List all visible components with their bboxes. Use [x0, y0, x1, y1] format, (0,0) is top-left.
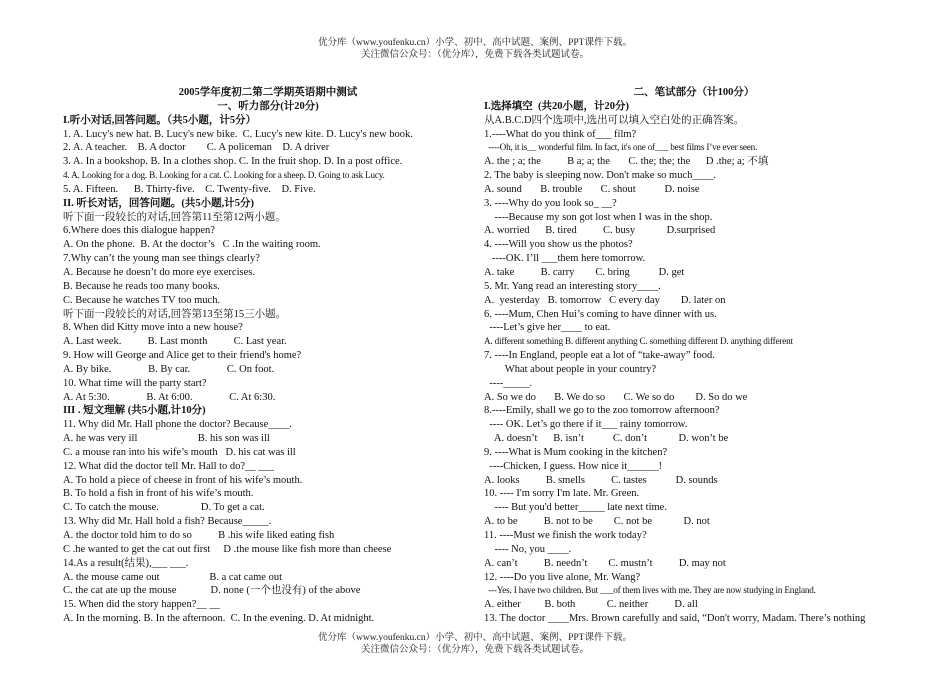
right-text-line: 11. ----Must we finish the work today? — [484, 530, 647, 541]
right-text-line: I.选择填空 (共20小题，计20分) — [484, 100, 629, 112]
right-text-line: A. take B. carry C. bring D. get — [484, 266, 685, 278]
left-text-line: 听下面一段较长的对话,回答第11至第12两小题。 — [63, 211, 286, 223]
left-text-line: 3. A. In a bookshop. B. In a clothes shop. C. In the fruit shop. D. In a post office. — [63, 156, 403, 168]
right-text-line: 10. ---- I'm sorry I'm late. Mr. Green. — [484, 488, 640, 500]
left-text-line: 一、听力部分(计20分) — [217, 100, 319, 112]
left-text-line: 8. When did Kitty move into a new house? — [63, 322, 243, 334]
right-text-line: ---- No, you ____. — [484, 543, 572, 555]
left-text-line: A. the doctor told him to do so B .his wife liked eating fish — [63, 530, 335, 541]
right-text-line: A. worried B. tired C. busy D.surprised — [484, 225, 716, 237]
left-text-line: A. In the morning. B. In the afternoon. C. In the evening. D. At midnight. — [63, 613, 375, 625]
left-text-line: A. To hold a piece of cheese in front of his wife’s mouth. — [63, 474, 303, 486]
left-text-line: A. the mouse came out B. a cat came out — [63, 571, 282, 583]
left-text-line: 10. What time will the party start? — [63, 377, 207, 389]
right-text-line: 4. ----Will you show us the photos? — [484, 239, 633, 251]
left-text-line: 15. When did the story happen?__ __ — [63, 599, 220, 611]
right-text-line: ----OK. I’ll ___them here tomorrow. — [484, 253, 646, 265]
left-text-line: C .he wanted to get the cat out first D .the mouse like fish more than cheese — [63, 543, 392, 555]
page-header — [0, 37, 950, 61]
right-text-line: 8.----Emily, shall we go to the zoo tomorrow afternoon? — [484, 405, 720, 417]
left-text-line: A. Because he doesn’t do more eye exercises. — [63, 266, 255, 278]
right-text-line: 3. ----Why do you look so_ __? — [484, 197, 617, 209]
left-text-line: 听下面一段较长的对话,回答第13至第15三小题。 — [63, 308, 287, 320]
left-text-line: A. Last week. B. Last month C. Last year. — [63, 336, 287, 348]
right-text-line: A. to be B. not to be C. not be D. not — [484, 516, 710, 528]
left-text-line: I.听小对话,回答问题。（共5小题，计5分） — [63, 114, 257, 126]
left-text-line: C. the cat ate up the mouse D. none (一个也没有) of the above — [63, 585, 361, 597]
right-text-line: ----Oh, it is__ wonderful film. In fact, it's one of___ best films I’ve ever seen. — [484, 142, 758, 153]
left-text-line: 2005学年度初二第二学期英语期中测试 — [178, 87, 358, 98]
right-text-line: 7. ----In England, people eat a lot of “take-away” food. — [484, 350, 715, 362]
left-text-line: A. At 5:30. B. At 6:00. C. At 6:30. — [63, 391, 276, 403]
right-text-line: A. So we do B. We do so C. We so do D. So do we — [484, 391, 748, 403]
left-text-line: B. Because he reads too many books. — [63, 280, 220, 292]
left-text-line: 9. How will George and Alice get to their friend's home? — [63, 350, 302, 362]
left-text-line: 1. A. Lucy's new hat. B. Lucy's new bike. C. Lucy's new kite. D. Lucy's new book. — [63, 128, 413, 140]
right-text-line: ----Let’s give her____ to eat. — [484, 322, 611, 334]
left-text-line: 5. A. Fifteen. B. Thirty-five. C. Twenty-five. D. Five. — [63, 183, 316, 195]
left-text-line: II. 听长对话，回答问题。(共5小题,计5分) — [63, 197, 255, 209]
right-text-line: A. looks B. smells C. tastes D. sounds — [484, 474, 718, 486]
right-text-line: 6. ----Mum, Chen Hui’s coming to have dinner with us. — [484, 308, 717, 320]
right-column — [484, 86, 904, 626]
right-text-line: 12. ----Do you live alone, Mr. Wang? — [484, 571, 641, 583]
left-text-line: C. Because he watches TV too much. — [63, 294, 221, 306]
right-text-line: A. either B. both C. neither D. all — [484, 599, 698, 611]
footer-line: 关注微信公众号：（优分库），免费下载各类试题试卷。 — [360, 645, 589, 655]
left-text-line: III . 短文理解 (共5小题,计10分) — [63, 405, 206, 417]
left-text-line: 12. What did the doctor tell Mr. Hall to do?__ ___ — [63, 460, 274, 472]
right-text-line: What about people in your country? — [484, 363, 657, 375]
footer-line: 优分库（www.youfenku.cn）小学、初中、高中试题、案例、PPT课件下载。 — [318, 633, 632, 643]
page-footer — [0, 632, 950, 656]
left-text-line: 11. Why did Mr. Hall phone the doctor? Because____. — [63, 419, 292, 431]
left-text-line: 4. A. Looking for a dog. B. Looking for a cat. C. Looking for a sheep. D. Going to ask Lucy. — [63, 170, 385, 181]
header-line: 优分库（www.youfenku.cn）小学、初中、高中试题、案例、PPT课件下载。 — [318, 38, 632, 48]
right-text-line: ---- OK. Let’s go there if it___ rainy tomorrow. — [484, 419, 688, 431]
left-text-line: A. he was very ill B. his son was ill — [63, 433, 270, 445]
right-text-line: 13. The doctor ____Mrs. Brown carefully and said, “Don't worry, Madam. There’s nothing — [484, 613, 866, 625]
right-text-line: 9. ----What is Mum cooking in the kitchen? — [484, 446, 668, 458]
left-text-line: A. On the phone. B. At the doctor’s C .In the waiting room. — [63, 239, 321, 251]
left-text-line: 13. Why did Mr. Hall hold a fish? Because_____. — [63, 516, 272, 528]
right-text-line: A. the ; a; the B a; a; the C. the; the; the D .the; a; 不填 — [484, 156, 769, 168]
right-text-line: ---Yes. I have two children. But ___of them lives with me. They are now studying in England. — [484, 585, 816, 596]
left-text-line: B. To hold a fish in front of his wife’s mouth. — [63, 488, 254, 500]
right-text-line: A. different something B. different anything C. something different D. anything different — [484, 336, 793, 347]
right-text-line: 二、笔试部分（计100分） — [633, 87, 755, 98]
left-text-line: 6.Where does this dialogue happen? — [63, 225, 215, 237]
right-text-line: ----Because my son got lost when I was in the shop. — [484, 211, 713, 223]
right-text-line: A. can’t B. needn’t C. mustn’t D. may not — [484, 557, 726, 569]
left-text-line: C. To catch the mouse. D. To get a cat. — [63, 502, 265, 514]
header-line: 关注微信公众号：（优分库），免费下载各类试题试卷。 — [360, 50, 589, 60]
left-text-line: 14.As a result(结果),___ ___. — [63, 557, 189, 569]
right-text-line: A. sound B. trouble C. shout D. noise — [484, 183, 700, 195]
right-text-line: ---- But you'd better_____ late next time. — [484, 502, 667, 514]
right-text-line: 从A.B.C.D四个选项中,选出可以填入空白处的正确答案。 — [484, 114, 745, 126]
right-text-line: ----Chicken, I guess. How nice it______! — [484, 460, 663, 472]
right-text-line: A. doesn’t B. isn’t C. don’t D. won’t be — [484, 433, 729, 445]
right-text-line: 5. Mr. Yang read an interesting story____. — [484, 280, 661, 292]
left-text-line: C. a mouse ran into his wife’s mouth D. his cat was ill — [63, 446, 296, 458]
right-text-line: 1.----What do you think of___ film? — [484, 128, 637, 140]
right-text-line: A. yesterday B. tomorrow C every day D. later on — [484, 294, 726, 306]
left-text-line: A. By bike. B. By car. C. On foot. — [63, 363, 275, 375]
right-text-line: 2. The baby is sleeping now. Don't make so much____. — [484, 170, 716, 182]
right-text-line: ----_____. — [484, 377, 533, 389]
left-text-line: 2. A. A teacher. B. A doctor C. A policeman D. A driver — [63, 142, 330, 154]
left-column — [63, 86, 473, 626]
left-text-line: 7.Why can’t the young man see things clearly? — [63, 253, 260, 265]
